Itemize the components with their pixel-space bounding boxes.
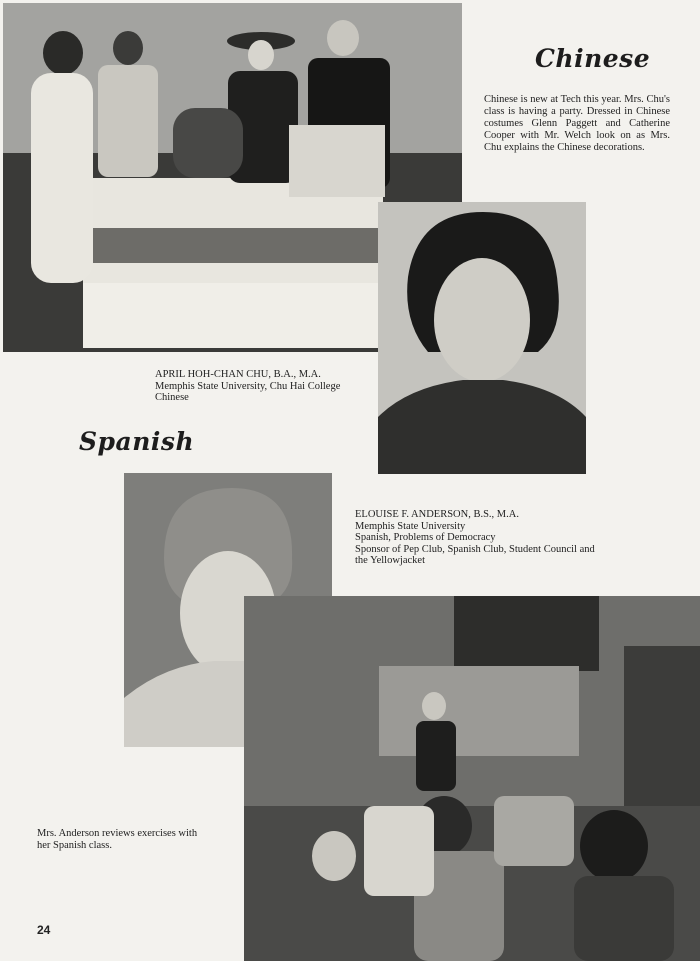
chinese-photo-caption: Chinese is new at Tech this year. Mrs. Chu's class is having a party. Dressed in Chinese costumes Glenn Paggett and Catherine Cooper with Mr. Welch look on as Mrs. Chu explains the Chinese decorations. (484, 94, 670, 153)
anderson-sponsor-line1: Sponsor of Pep Club, Spanish Club, Student Council and (355, 543, 595, 555)
anderson-sponsor-line2: the Yellowjacket (355, 555, 425, 566)
anderson-school: Memphis State University (355, 520, 466, 532)
anderson-subjects: Spanish, Problems of Democracy (355, 532, 496, 543)
chu-faculty-info (155, 369, 365, 404)
chu-portrait-photo (378, 202, 586, 474)
spanish-photo-caption (37, 828, 237, 852)
chinese-heading: Chinese (535, 44, 651, 73)
chu-subject: Chinese (155, 392, 189, 403)
anderson-faculty-info (355, 509, 645, 567)
chu-name: APRIL HOH-CHAN CHU, B.A., M.A. (155, 369, 321, 380)
spanish-heading: Spanish (79, 427, 195, 456)
chu-school: Memphis State University, Chu Hai College (155, 380, 341, 392)
spanish-caption-line2: her Spanish class. (37, 840, 112, 851)
anderson-name: ELOUISE F. ANDERSON, B.S., M.A. (355, 509, 519, 520)
spanish-caption-line1: Mrs. Anderson reviews exercises with (37, 828, 198, 839)
page-number: 24 (37, 923, 51, 937)
spanish-classroom-photo (244, 596, 700, 961)
